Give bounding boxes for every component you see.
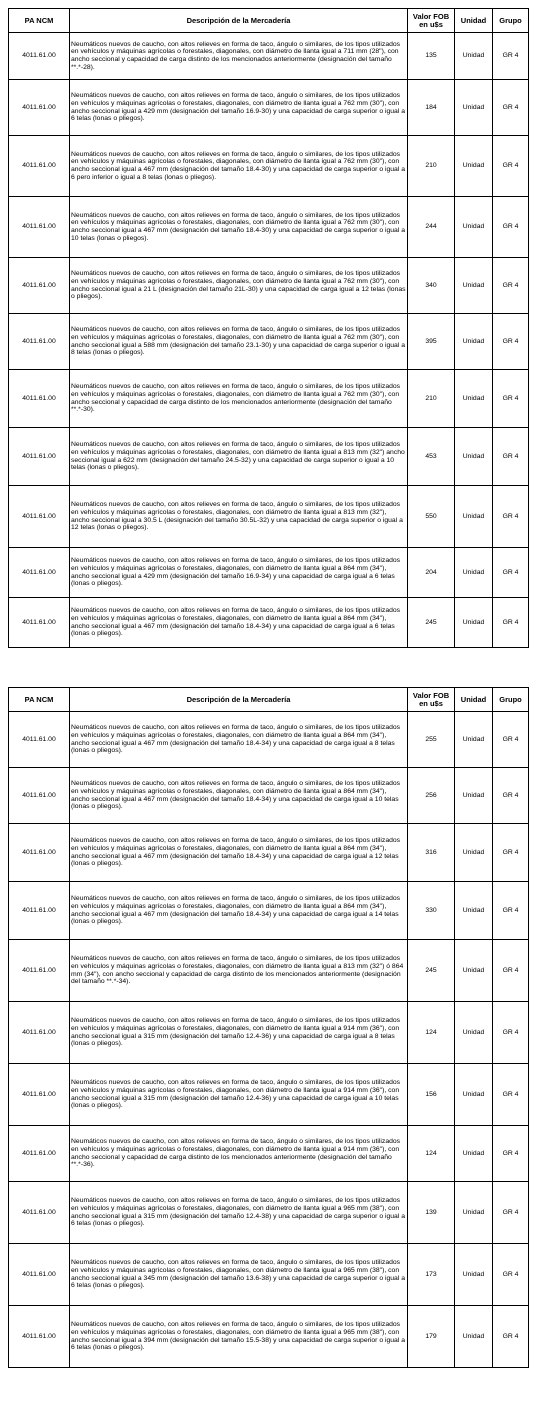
pa-ncm-cell: 4011.61.00 <box>9 882 70 940</box>
description-cell: Neumáticos nuevos de caucho, con altos relieves en forma de taco, ángulo o similares, de los tipos utilizados en vehículos y máquinas agrícolas o forestales, diagonales, con diámetro de llanta igual a 762 mm (30"), con ancho seccional igual a 467 mm (designación del tamaño 18.4-30) y una capacidad de carga superior o igual a 6 pero inferior o igual a 8 telas (lonas o pliegos). <box>70 136 408 197</box>
description-cell: Neumáticos nuevos de caucho, con altos relieves en forma de taco, ángulo o similares, de los tipos utilizados en vehículos y máquinas agrícolas o forestales, diagonales, con diámetro de llanta igual a 965 mm (38"), con ancho seccional igual a 315 mm (designación del tamaño 12.4-38) y una capacidad de carga superior o igual a 6 telas (lonas o pliegos). <box>70 1182 408 1244</box>
fob-value-cell: 124 <box>408 1002 455 1064</box>
description-cell: Neumáticos nuevos de caucho, con altos relieves en forma de taco, ángulo o similares, de los tipos utilizados en vehículos y máquinas agrícolas o forestales, diagonales, con diámetro de llanta igual a 864 mm (34"), ancho seccional igual a 467 mm (designación del tamaño 18.4-34) y una capacidad de carga igual a 12 telas (lonas o pliegos). <box>70 824 408 882</box>
table-row <box>9 1126 529 1182</box>
fob-value-cell: 184 <box>408 80 455 136</box>
unit-cell: Unidad <box>455 712 493 768</box>
group-cell: GR 4 <box>493 428 529 486</box>
unit-cell: Unidad <box>455 1126 493 1182</box>
unit-cell: Unidad <box>455 882 493 940</box>
pa-ncm-cell: 4011.61.00 <box>9 548 70 598</box>
table-row <box>9 1064 529 1126</box>
header-valor-fob: Valor FOB en u$s <box>408 688 455 712</box>
description-cell: Neumáticos nuevos de caucho, con altos relieves en forma de taco, ángulo o similares, de los tipos utilizados en vehículos y máquinas agrícolas o forestales, diagonales, con diámetro de llanta igual a 762 mm (30"), con ancho seccional y capacidad de carga distinto de los mencionados anteriormente (designación del tamaño **.*-30). <box>70 370 408 428</box>
fob-value-cell: 179 <box>408 1306 455 1368</box>
pa-ncm-cell: 4011.61.00 <box>9 33 70 80</box>
table-row <box>9 548 529 598</box>
group-cell: GR 4 <box>493 940 529 1002</box>
fob-value-cell: 395 <box>408 314 455 370</box>
fob-value-cell: 210 <box>408 136 455 197</box>
table-row <box>9 370 529 428</box>
description-cell: Neumáticos nuevos de caucho, con altos relieves en forma de taco, ángulo o similares, de los tipos utilizados en vehículos y máquinas agrícolas o forestales, diagonales, con diámetro de llanta igual a 813 mm (32") ancho seccional igual a 622 mm (designación del tamaño 24.5-32) y una capacidad de carga superior o igual a 10 telas (lonas o pliegos). <box>70 428 408 486</box>
group-cell: GR 4 <box>493 548 529 598</box>
table-row <box>9 598 529 648</box>
pa-ncm-cell: 4011.61.00 <box>9 1182 70 1244</box>
description-cell: Neumáticos nuevos de caucho, con altos relieves en forma de taco, ángulo o similares, de los tipos utilizados en vehículos y máquinas agrícolas o forestales, diagonales, con diámetro de llanta igual a 864 mm (34"), ancho seccional igual a 467 mm (designación del tamaño 18.4-34) y una capacidad de carga igual a 8 telas (lonas o pliegos). <box>70 712 408 768</box>
group-cell: GR 4 <box>493 258 529 314</box>
header-pa-ncm: PA NCM <box>9 688 70 712</box>
fob-value-cell: 256 <box>408 768 455 824</box>
pa-ncm-cell: 4011.61.00 <box>9 314 70 370</box>
pa-ncm-cell: 4011.61.00 <box>9 598 70 648</box>
pa-ncm-cell: 4011.61.00 <box>9 1064 70 1126</box>
unit-cell: Unidad <box>455 1306 493 1368</box>
fob-value-cell: 139 <box>408 1182 455 1244</box>
description-cell: Neumáticos nuevos de caucho, con altos relieves en forma de taco, ángulo o similares, de los tipos utilizados en vehículos y máquinas agrícolas o forestales, diagonales, con diámetro de llanta igual a 813 mm (32"), ancho seccional igual a 30.5 L (designación del tamaño 30.5L-32) y una capacidad de carga superior o igual a 12 telas (lonas o pliegos). <box>70 486 408 548</box>
description-cell: Neumáticos nuevos de caucho, con altos relieves en forma de taco, ángulo o similares, de los tipos utilizados en vehículos y máquinas agrícolas o forestales, diagonales, con diámetro de llanta igual a 965 mm (38"), con ancho seccional igual a 394 mm (designación del tamaño 15.5-38) y una capacidad de carga superior o igual a 6 telas (lonas o pliegos). <box>70 1306 408 1368</box>
group-cell: GR 4 <box>493 1002 529 1064</box>
group-cell: GR 4 <box>493 1182 529 1244</box>
fob-value-cell: 210 <box>408 370 455 428</box>
unit-cell: Unidad <box>455 80 493 136</box>
description-cell: Neumáticos nuevos de caucho, con altos relieves en forma de taco, ángulo o similares, de los tipos utilizados en vehículos y máquinas agrícolas o forestales, diagonales, con diámetro de llanta igual a 711 mm (28"), con ancho seccional y capacidad de carga distinto de los mencionados anteriormente (designación del tamaño **.*-28). <box>70 33 408 80</box>
group-cell: GR 4 <box>493 370 529 428</box>
group-cell: GR 4 <box>493 1244 529 1306</box>
description-cell: Neumáticos nuevos de caucho, con altos relieves en forma de taco, ángulo o similares, de los tipos utilizados en vehículos y máquinas agrícolas o forestales, diagonales, con diámetro de llanta igual a 762 mm (30"), con ancho seccional igual a 429 mm (designación del tamaño 16.9-30) y una capacidad de carga superior o igual a 6 telas (lonas o pliegos). <box>70 80 408 136</box>
pa-ncm-cell: 4011.61.00 <box>9 197 70 258</box>
unit-cell: Unidad <box>455 136 493 197</box>
unit-cell: Unidad <box>455 33 493 80</box>
fob-value-cell: 330 <box>408 882 455 940</box>
table-row <box>9 1002 529 1064</box>
fob-value-cell: 156 <box>408 1064 455 1126</box>
unit-cell: Unidad <box>455 598 493 648</box>
fob-value-cell: 173 <box>408 1244 455 1306</box>
group-cell: GR 4 <box>493 33 529 80</box>
description-cell: Neumáticos nuevos de caucho, con altos relieves en forma de taco, ángulo o similares, de los tipos utilizados en vehículos y máquinas agrícolas o forestales, diagonales, con diámetro de llanta igual a 864 mm (34"), ancho seccional igual a 467 mm (designación del tamaño 18.4-34) y una capacidad de carga igual a 6 telas (lonas o pliegos). <box>70 598 408 648</box>
description-cell: Neumáticos nuevos de caucho, con altos relieves en forma de taco, ángulo o similares, de los tipos utilizados en vehículos y máquinas agrícolas o forestales, diagonales, con diámetro de llanta igual a 813 mm (32") ó 864 mm (34"), con ancho seccional y capacidad de carga distinto de los mencionados anteriormente (designación del tamaño **.*-34). <box>70 940 408 1002</box>
fob-value-cell: 245 <box>408 598 455 648</box>
pa-ncm-cell: 4011.61.00 <box>9 370 70 428</box>
table-row <box>9 33 529 80</box>
fob-value-cell: 453 <box>408 428 455 486</box>
header-descripcion: Descripción de la Mercadería <box>70 9 408 33</box>
unit-cell: Unidad <box>455 428 493 486</box>
description-cell: Neumáticos nuevos de caucho, con altos relieves en forma de taco, ángulo o similares, de los tipos utilizados en vehículos y máquinas agrícolas o forestales, diagonales, con diámetro de llanta igual a 762 mm (30"), con ancho seccional igual a 467 mm (designación del tamaño 18.4-30) y una capacidad de carga superior o igual a 10 telas (lonas o pliegos). <box>70 197 408 258</box>
pa-ncm-cell: 4011.61.00 <box>9 768 70 824</box>
pa-ncm-cell: 4011.61.00 <box>9 1306 70 1368</box>
pa-ncm-cell: 4011.61.00 <box>9 712 70 768</box>
unit-cell: Unidad <box>455 1182 493 1244</box>
header-valor-fob: Valor FOB en u$s <box>408 9 455 33</box>
group-cell: GR 4 <box>493 197 529 258</box>
header-descripcion: Descripción de la Mercadería <box>70 688 408 712</box>
unit-cell: Unidad <box>455 824 493 882</box>
unit-cell: Unidad <box>455 486 493 548</box>
description-cell: Neumáticos nuevos de caucho, con altos relieves en forma de taco, ángulo o similares, de los tipos utilizados en vehículos y máquinas agrícolas o forestales, diagonales, con diámetro de llanta igual a 965 mm (38"), con ancho seccional igual a 345 mm (designación del tamaño 13.6-38) y una capacidad de carga superior o igual a 6 telas (lonas o pliegos). <box>70 1244 408 1306</box>
table-row <box>9 940 529 1002</box>
fob-value-cell: 255 <box>408 712 455 768</box>
group-cell: GR 4 <box>493 314 529 370</box>
table-row <box>9 824 529 882</box>
description-cell: Neumáticos nuevos de caucho, con altos relieves en forma de taco, ángulo o similares, de los tipos utilizados en vehículos y máquinas agrícolas o forestales, diagonales, con diámetro de llanta igual a 864 mm (34"), ancho seccional igual a 467 mm (designación del tamaño 18.4-34) y una capacidad de carga igual a 14 telas (lonas o pliegos). <box>70 882 408 940</box>
table-row <box>9 768 529 824</box>
fob-value-cell: 245 <box>408 940 455 1002</box>
group-cell: GR 4 <box>493 882 529 940</box>
table-row <box>9 136 529 197</box>
group-cell: GR 4 <box>493 598 529 648</box>
group-cell: GR 4 <box>493 486 529 548</box>
unit-cell: Unidad <box>455 197 493 258</box>
tariff-table-2 <box>8 687 529 1368</box>
table-row <box>9 80 529 136</box>
description-cell: Neumáticos nuevos de caucho, con altos relieves en forma de taco, ángulo o similares, de los tipos utilizados en vehículos y máquinas agrícolas o forestales, diagonales, con diámetro de llanta igual a 762 mm (30"), con ancho seccional igual a 588 mm (designación del tamaño 23.1-30) y una capacidad de carga superior o igual a 8 telas (lonas o pliegos). <box>70 314 408 370</box>
table-row <box>9 712 529 768</box>
group-cell: GR 4 <box>493 136 529 197</box>
unit-cell: Unidad <box>455 314 493 370</box>
fob-value-cell: 316 <box>408 824 455 882</box>
fob-value-cell: 204 <box>408 548 455 598</box>
table-header-row <box>9 688 529 712</box>
description-cell: Neumáticos nuevos de caucho, con altos relieves en forma de taco, ángulo o similares, de los tipos utilizados en vehículos y máquinas agrícolas o forestales, diagonales, con diámetro de llanta igual a 914 mm (36"), con ancho seccional y capacidad de carga distinto de los mencionados anteriormente (designación del tamaño **.*-36). <box>70 1126 408 1182</box>
header-grupo: Grupo <box>493 688 529 712</box>
unit-cell: Unidad <box>455 1244 493 1306</box>
fob-value-cell: 124 <box>408 1126 455 1182</box>
group-cell: GR 4 <box>493 1306 529 1368</box>
unit-cell: Unidad <box>455 548 493 598</box>
fob-value-cell: 550 <box>408 486 455 548</box>
pa-ncm-cell: 4011.61.00 <box>9 1002 70 1064</box>
description-cell: Neumáticos nuevos de caucho, con altos relieves en forma de taco, ángulo o similares, de los tipos utilizados en vehículos y máquinas agrícolas o forestales, diagonales, con diámetro de llanta igual a 914 mm (36"), con ancho seccional igual a 315 mm (designación del tamaño 12.4-36) y una capacidad de carga igual a 8 telas (lonas o pliegos). <box>70 1002 408 1064</box>
table-row <box>9 1306 529 1368</box>
table-row <box>9 314 529 370</box>
pa-ncm-cell: 4011.61.00 <box>9 486 70 548</box>
group-cell: GR 4 <box>493 80 529 136</box>
description-cell: Neumáticos nuevos de caucho, con altos relieves en forma de taco, ángulo o similares, de los tipos utilizados en vehículos y máquinas agrícolas o forestales, diagonales, con diámetro de llanta igual a 914 mm (36"), con ancho seccional igual a 315 mm (designación del tamaño 12.4-36) y una capacidad de carga igual a 10 telas (lonas o pliegos). <box>70 1064 408 1126</box>
description-cell: Neumáticos nuevos de caucho, con altos relieves en forma de taco, ángulo o similares, de los tipos utilizados en vehículos y máquinas agrícolas o forestales, diagonales, con diámetro de llanta igual a 864 mm (34"), ancho seccional igual a 467 mm (designación del tamaño 18.4-34) y una capacidad de carga igual a 10 telas (lonas o pliegos). <box>70 768 408 824</box>
unit-cell: Unidad <box>455 258 493 314</box>
table-row <box>9 197 529 258</box>
table-row <box>9 1244 529 1306</box>
pa-ncm-cell: 4011.61.00 <box>9 136 70 197</box>
unit-cell: Unidad <box>455 940 493 1002</box>
table-row <box>9 428 529 486</box>
group-cell: GR 4 <box>493 712 529 768</box>
pa-ncm-cell: 4011.61.00 <box>9 1244 70 1306</box>
table-row <box>9 486 529 548</box>
pa-ncm-cell: 4011.61.00 <box>9 940 70 1002</box>
group-cell: GR 4 <box>493 824 529 882</box>
pa-ncm-cell: 4011.61.00 <box>9 824 70 882</box>
unit-cell: Unidad <box>455 1002 493 1064</box>
group-cell: GR 4 <box>493 1126 529 1182</box>
group-cell: GR 4 <box>493 1064 529 1126</box>
fob-value-cell: 244 <box>408 197 455 258</box>
table-row <box>9 1182 529 1244</box>
unit-cell: Unidad <box>455 370 493 428</box>
pa-ncm-cell: 4011.61.00 <box>9 258 70 314</box>
header-unidad: Unidad <box>455 688 493 712</box>
fob-value-cell: 340 <box>408 258 455 314</box>
group-cell: GR 4 <box>493 768 529 824</box>
header-grupo: Grupo <box>493 9 529 33</box>
header-unidad: Unidad <box>455 9 493 33</box>
table-row <box>9 882 529 940</box>
pa-ncm-cell: 4011.61.00 <box>9 80 70 136</box>
unit-cell: Unidad <box>455 1064 493 1126</box>
tariff-table-1 <box>8 8 529 648</box>
description-cell: Neumáticos nuevos de caucho, con altos relieves en forma de taco, ángulo o similares, de los tipos utilizados en vehículos y máquinas agrícolas o forestales, diagonales, con diámetro de llanta igual a 864 mm (34"), ancho seccional igual a 429 mm (designación del tamaño 16.9-34) y una capacidad de carga igual a 6 telas (lonas o pliegos). <box>70 548 408 598</box>
description-cell: Neumáticos nuevos de caucho, con altos relieves en forma de taco, ángulo o similares, de los tipos utilizados en vehículos y máquinas agrícolas o forestales, diagonales, con diámetro de llanta igual a 762 mm (30"), con ancho seccional igual a 21 L (designación del tamaño 21L-30) y una capacidad de carga igual a 12 telas (lonas o pliegos). <box>70 258 408 314</box>
header-pa-ncm: PA NCM <box>9 9 70 33</box>
fob-value-cell: 135 <box>408 33 455 80</box>
unit-cell: Unidad <box>455 768 493 824</box>
pa-ncm-cell: 4011.61.00 <box>9 428 70 486</box>
table-header-row <box>9 9 529 33</box>
table-row <box>9 258 529 314</box>
pa-ncm-cell: 4011.61.00 <box>9 1126 70 1182</box>
